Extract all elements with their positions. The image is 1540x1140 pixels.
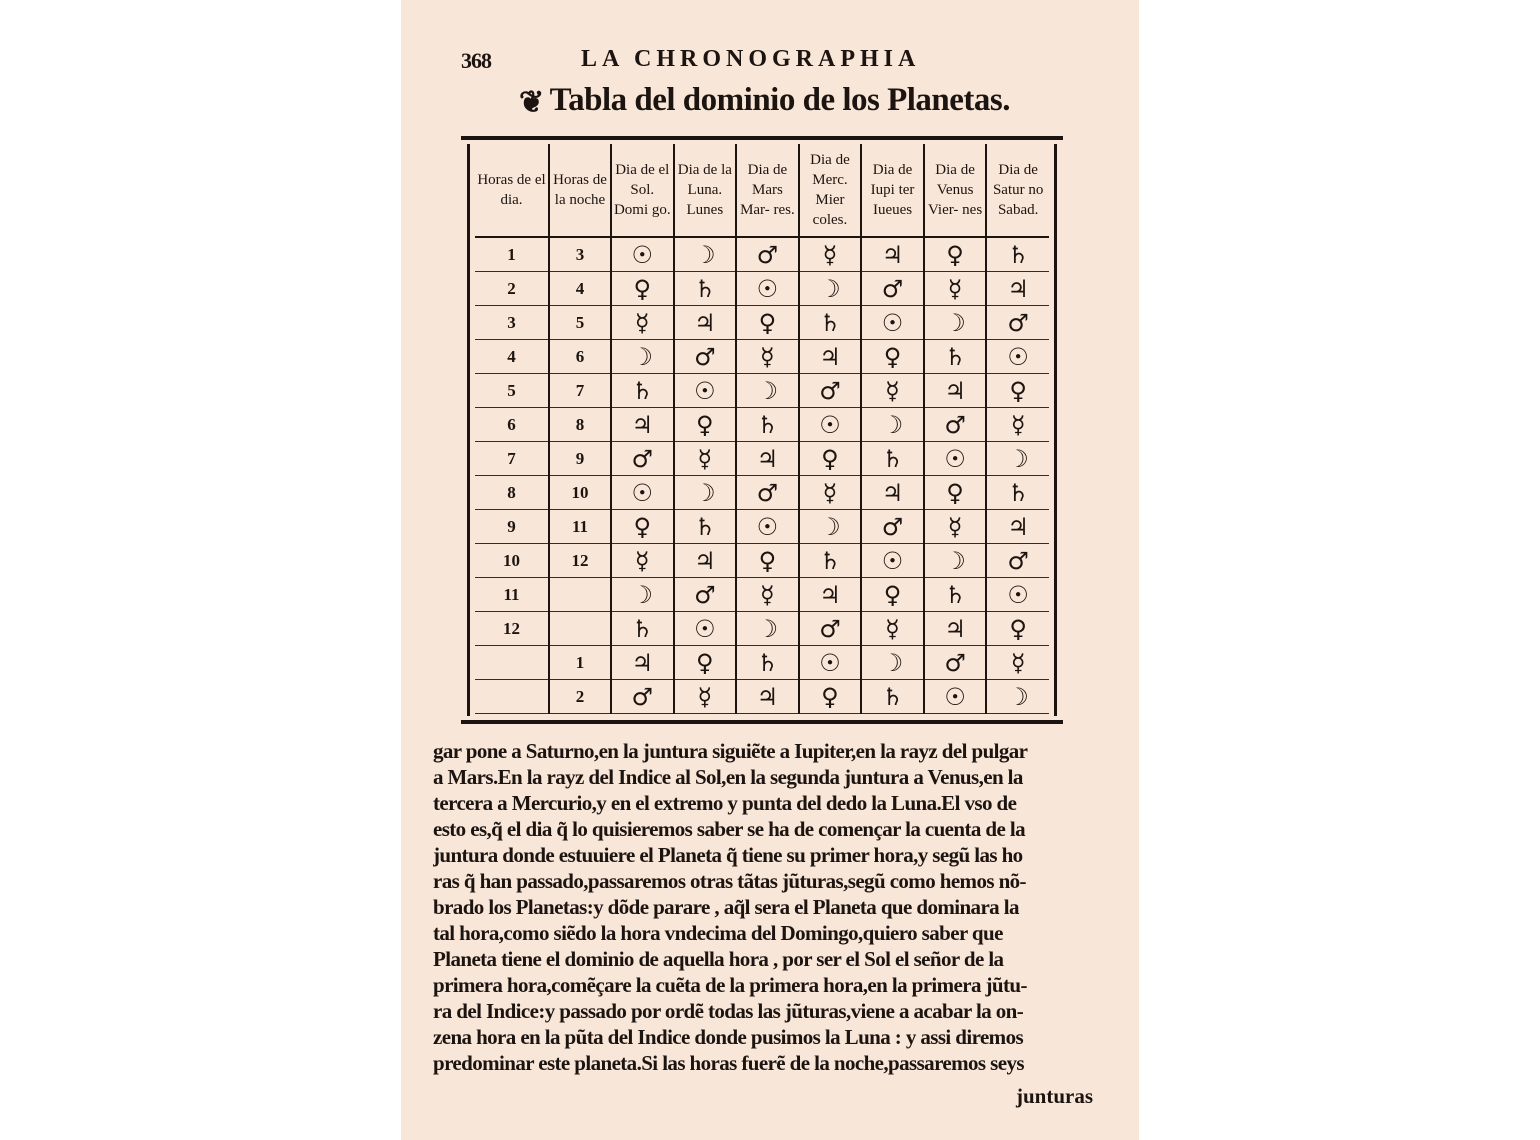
body-text-line: tercera a Mercurio,y en el extremo y punta del dedo la Luna.El vso de bbox=[433, 791, 1017, 815]
planet-symbol-icon: ♂ bbox=[799, 374, 862, 408]
body-text-line: predominar este planeta.Si las horas fuerẽ de la noche,passaremos seys bbox=[433, 1051, 1024, 1075]
planet-symbol-icon: ♀ bbox=[924, 476, 987, 510]
body-text-line: zena hora en la pũta del Indice donde pusimos la Luna : y assi diremos bbox=[433, 1025, 1024, 1049]
planet-symbol-icon: ♄ bbox=[674, 272, 737, 306]
body-text-line: primera hora,comẽçare la cuẽta de la primera hora,en la primera jũtu- bbox=[433, 973, 1027, 997]
night-hour-cell: 3 bbox=[549, 237, 611, 272]
column-header: Dia de el Sol. Domi go. bbox=[611, 144, 674, 237]
day-hour-cell: 3 bbox=[475, 306, 549, 340]
planet-symbol-icon: ♄ bbox=[736, 646, 799, 680]
planet-symbol-icon: ☉ bbox=[799, 646, 862, 680]
planet-symbol-icon: ♀ bbox=[986, 612, 1049, 646]
table-row bbox=[475, 340, 1049, 374]
table-body bbox=[475, 237, 1049, 714]
body-text-line: juntura donde estuuiere el Planeta q̃ tiene su primer hora,y segũ las ho bbox=[433, 843, 1023, 867]
column-header: Dia de la Luna. Lunes bbox=[674, 144, 737, 237]
planet-symbol-icon: ♄ bbox=[674, 510, 737, 544]
day-hour-cell: 10 bbox=[475, 544, 549, 578]
book-page bbox=[401, 0, 1139, 1140]
table-title bbox=[519, 82, 1010, 120]
planet-symbol-icon: ♃ bbox=[674, 306, 737, 340]
planet-symbol-icon: ♃ bbox=[611, 408, 674, 442]
column-header: Horas de la noche bbox=[549, 144, 611, 237]
column-header: Dia de Venus Vier- nes bbox=[924, 144, 987, 237]
table-row bbox=[475, 306, 1049, 340]
day-hour-cell: 5 bbox=[475, 374, 549, 408]
planet-symbol-icon: ♄ bbox=[924, 340, 987, 374]
planet-symbol-icon: ☽ bbox=[861, 408, 924, 442]
planet-symbol-icon: ♄ bbox=[736, 408, 799, 442]
planet-symbol-icon: ♃ bbox=[861, 237, 924, 272]
planet-symbol-icon: ☿ bbox=[861, 612, 924, 646]
planet-symbol-icon: ♄ bbox=[986, 237, 1049, 272]
body-text-line: brado los Planetas:y dõde parare , aq̃l sera el Planeta que dominara la bbox=[433, 895, 1019, 919]
planet-symbol-icon: ♂ bbox=[924, 646, 987, 680]
body-text-line: a Mars.En la rayz del Indice al Sol,en la segunda juntura a Venus,en la bbox=[433, 765, 1023, 789]
planet-symbol-icon: ♃ bbox=[986, 510, 1049, 544]
planet-symbol-icon: ☽ bbox=[674, 237, 737, 272]
planet-symbol-icon: ☿ bbox=[611, 544, 674, 578]
body-text-line: ra del Indice:y passado por ordẽ todas las jũturas,viene a acabar la on- bbox=[433, 999, 1024, 1023]
planet-symbol-icon: ☽ bbox=[736, 374, 799, 408]
day-hour-cell: 8 bbox=[475, 476, 549, 510]
night-hour-cell: 6 bbox=[549, 340, 611, 374]
planet-symbol-icon: ♀ bbox=[674, 646, 737, 680]
column-header: Horas de el dia. bbox=[475, 144, 549, 237]
planet-symbol-icon: ♄ bbox=[611, 612, 674, 646]
running-head: LA CHRONOGRAPHIA bbox=[581, 46, 921, 72]
planet-symbol-icon: ☿ bbox=[674, 680, 737, 714]
planet-symbol-icon: ☿ bbox=[986, 646, 1049, 680]
planet-symbol-icon: ♀ bbox=[799, 680, 862, 714]
planet-symbol-icon: ☿ bbox=[986, 408, 1049, 442]
planet-symbol-icon: ♄ bbox=[799, 544, 862, 578]
planet-symbol-icon: ♂ bbox=[736, 476, 799, 510]
planet-symbol-icon: ☿ bbox=[799, 237, 862, 272]
planet-symbol-icon: ♂ bbox=[611, 680, 674, 714]
night-hour-cell: 1 bbox=[549, 646, 611, 680]
planet-symbol-icon: ♂ bbox=[986, 544, 1049, 578]
planet-symbol-icon: ☽ bbox=[674, 476, 737, 510]
planet-symbol-icon: ☿ bbox=[611, 306, 674, 340]
planet-symbol-icon: ♀ bbox=[861, 578, 924, 612]
day-hour-cell bbox=[475, 646, 549, 680]
body-text-line: tal hora,como siẽdo la hora vndecima del Domingo,quiero saber que bbox=[433, 921, 1003, 945]
planet-symbol-icon: ♃ bbox=[924, 374, 987, 408]
night-hour-cell: 2 bbox=[549, 680, 611, 714]
planet-symbol-icon: ☿ bbox=[736, 578, 799, 612]
planet-symbol-icon: ☽ bbox=[861, 646, 924, 680]
planet-symbol-icon: ♀ bbox=[736, 306, 799, 340]
table-row bbox=[475, 272, 1049, 306]
planet-symbol-icon: ☉ bbox=[861, 306, 924, 340]
table-row bbox=[475, 476, 1049, 510]
planet-symbol-icon: ☽ bbox=[986, 680, 1049, 714]
planet-symbol-icon: ♃ bbox=[674, 544, 737, 578]
planet-symbol-icon: ♂ bbox=[986, 306, 1049, 340]
planet-symbol-icon: ♂ bbox=[736, 237, 799, 272]
day-hour-cell: 9 bbox=[475, 510, 549, 544]
table-row bbox=[475, 510, 1049, 544]
planet-symbol-icon: ☉ bbox=[924, 442, 987, 476]
planet-symbol-icon: ♂ bbox=[861, 510, 924, 544]
planet-symbol-icon: ♄ bbox=[924, 578, 987, 612]
day-hour-cell: 2 bbox=[475, 272, 549, 306]
planet-symbol-icon: ♃ bbox=[861, 476, 924, 510]
planet-symbol-icon: ♂ bbox=[861, 272, 924, 306]
body-text-line: gar pone a Saturno,en la juntura siguiẽte a Iupiter,en la rayz del pulgar bbox=[433, 739, 1028, 763]
body-text-line: Planeta tiene el dominio de aquella hora , por ser el Sol el señor de la bbox=[433, 947, 1004, 971]
planet-symbol-icon: ♃ bbox=[611, 646, 674, 680]
planet-symbol-icon: ☿ bbox=[736, 340, 799, 374]
planet-symbol-icon: ♄ bbox=[986, 476, 1049, 510]
column-header: Dia de Merc. Mier coles. bbox=[799, 144, 862, 237]
planet-symbol-icon: ☿ bbox=[799, 476, 862, 510]
table-row bbox=[475, 646, 1049, 680]
planet-symbol-icon: ♀ bbox=[861, 340, 924, 374]
planet-symbol-icon: ☿ bbox=[674, 442, 737, 476]
planet-symbol-icon: ♀ bbox=[674, 408, 737, 442]
night-hour-cell: 7 bbox=[549, 374, 611, 408]
planet-symbol-icon: ♄ bbox=[861, 680, 924, 714]
planet-symbol-icon: ♃ bbox=[924, 612, 987, 646]
planet-symbol-icon: ☽ bbox=[986, 442, 1049, 476]
planet-symbol-icon: ☽ bbox=[799, 272, 862, 306]
planet-symbol-icon: ☉ bbox=[736, 272, 799, 306]
table-header-row bbox=[475, 144, 1049, 237]
planet-symbol-icon: ♀ bbox=[799, 442, 862, 476]
column-header: Dia de Satur no Sabad. bbox=[986, 144, 1049, 237]
planet-table-frame bbox=[461, 136, 1063, 724]
column-header: Dia de Mars Mar- res. bbox=[736, 144, 799, 237]
table-row bbox=[475, 237, 1049, 272]
planet-symbol-icon: ♃ bbox=[799, 578, 862, 612]
planet-symbol-icon: ☉ bbox=[736, 510, 799, 544]
night-hour-cell: 10 bbox=[549, 476, 611, 510]
planet-symbol-icon: ♀ bbox=[611, 510, 674, 544]
planet-symbol-icon: ☉ bbox=[611, 237, 674, 272]
planet-symbol-icon: ♀ bbox=[986, 374, 1049, 408]
planet-symbol-icon: ♂ bbox=[924, 408, 987, 442]
table-row bbox=[475, 442, 1049, 476]
planet-symbol-icon: ☽ bbox=[611, 578, 674, 612]
planet-symbol-icon: ☉ bbox=[924, 680, 987, 714]
planet-symbol-icon: ♃ bbox=[736, 680, 799, 714]
planet-symbol-icon: ♂ bbox=[674, 578, 737, 612]
night-hour-cell: 12 bbox=[549, 544, 611, 578]
day-hour-cell: 7 bbox=[475, 442, 549, 476]
table-row bbox=[475, 578, 1049, 612]
planet-symbol-icon: ♀ bbox=[611, 272, 674, 306]
planet-symbol-icon: ☉ bbox=[611, 476, 674, 510]
body-text-line: ras q̃ han passado,passaremos otras tãtas jũturas,segũ como hemos nõ- bbox=[433, 869, 1026, 893]
page-number: 368 bbox=[461, 48, 491, 73]
planet-symbol-icon: ☉ bbox=[674, 374, 737, 408]
body-text-line: esto es,q̃ el dia q̃ lo quisieremos saber se ha de començar la cuenta de la bbox=[433, 817, 1026, 841]
planet-symbol-icon: ♄ bbox=[611, 374, 674, 408]
night-hour-cell: 5 bbox=[549, 306, 611, 340]
planet-symbol-icon: ☉ bbox=[986, 340, 1049, 374]
planet-symbol-icon: ♃ bbox=[799, 340, 862, 374]
day-hour-cell: 4 bbox=[475, 340, 549, 374]
night-hour-cell: 11 bbox=[549, 510, 611, 544]
planet-symbol-icon: ☽ bbox=[611, 340, 674, 374]
fleuron-ornament-icon: ❦ bbox=[519, 86, 544, 119]
night-hour-cell: 8 bbox=[549, 408, 611, 442]
night-hour-cell bbox=[549, 612, 611, 646]
day-hour-cell: 12 bbox=[475, 612, 549, 646]
planet-symbol-icon: ♂ bbox=[611, 442, 674, 476]
table-row bbox=[475, 544, 1049, 578]
planet-symbol-icon: ☿ bbox=[924, 272, 987, 306]
planet-symbol-icon: ♃ bbox=[986, 272, 1049, 306]
day-hour-cell: 1 bbox=[475, 237, 549, 272]
planet-symbol-icon: ♃ bbox=[736, 442, 799, 476]
planet-symbol-icon: ♀ bbox=[736, 544, 799, 578]
planet-symbol-icon: ♂ bbox=[674, 340, 737, 374]
planet-symbol-icon: ♄ bbox=[861, 442, 924, 476]
planet-symbol-icon: ☿ bbox=[861, 374, 924, 408]
planet-symbol-icon: ☿ bbox=[924, 510, 987, 544]
planet-symbol-icon: ☽ bbox=[924, 306, 987, 340]
table-row bbox=[475, 408, 1049, 442]
table-row bbox=[475, 612, 1049, 646]
table-row bbox=[475, 680, 1049, 714]
planet-symbol-icon: ☽ bbox=[924, 544, 987, 578]
planet-symbol-icon: ♀ bbox=[924, 237, 987, 272]
planet-symbol-icon: ♂ bbox=[799, 612, 862, 646]
planet-symbol-icon: ☉ bbox=[986, 578, 1049, 612]
body-text bbox=[433, 738, 1097, 1076]
day-hour-cell bbox=[475, 680, 549, 714]
catchword: junturas bbox=[1015, 1084, 1093, 1108]
column-header: Dia de Iupi ter Iueues bbox=[861, 144, 924, 237]
night-hour-cell: 9 bbox=[549, 442, 611, 476]
night-hour-cell bbox=[549, 578, 611, 612]
planet-symbol-icon: ☽ bbox=[736, 612, 799, 646]
table-title-text: Tabla del dominio de los Planetas. bbox=[549, 82, 1011, 118]
planet-symbol-icon: ☉ bbox=[674, 612, 737, 646]
planet-dominion-table bbox=[475, 144, 1049, 714]
planet-symbol-icon: ☽ bbox=[799, 510, 862, 544]
planet-symbol-icon: ♄ bbox=[799, 306, 862, 340]
planet-symbol-icon: ☉ bbox=[861, 544, 924, 578]
planet-symbol-icon: ☉ bbox=[799, 408, 862, 442]
night-hour-cell: 4 bbox=[549, 272, 611, 306]
day-hour-cell: 6 bbox=[475, 408, 549, 442]
day-hour-cell: 11 bbox=[475, 578, 549, 612]
table-row bbox=[475, 374, 1049, 408]
